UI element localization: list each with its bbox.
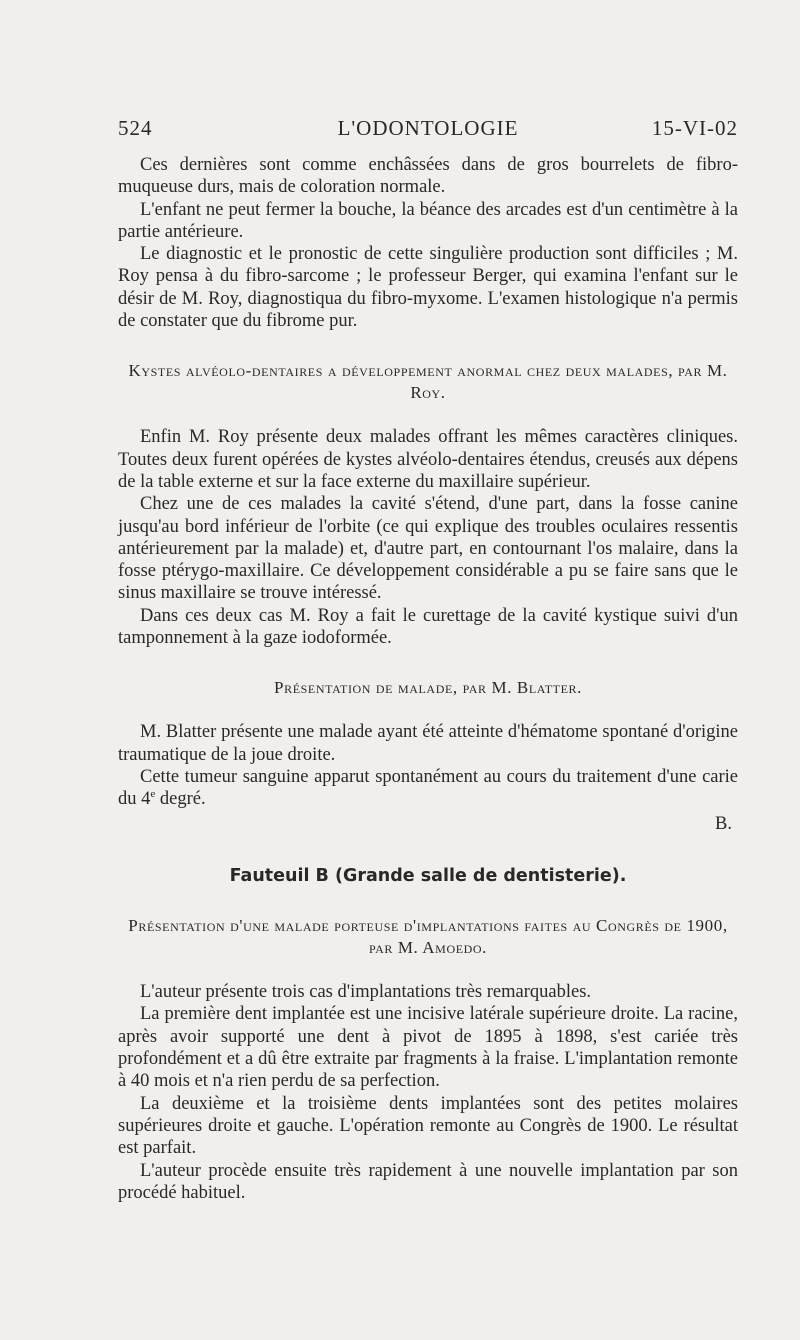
issue-date: 15-VI-02 xyxy=(651,116,738,140)
paragraph: Ces dernières sont comme enchâssées dans de gros bourrelets de fibro-muqueuse durs, mais de coloration normale. xyxy=(118,155,738,198)
author-initial: B. xyxy=(715,813,732,834)
section-heading-amoedo: Présentation d'une malade porteuse d'implantations faites au Congrès de 1900, par M. Amoedo. xyxy=(128,916,728,958)
paragraph: M. Blatter présente une malade ayant été atteinte d'hématome spontané d'origine traumatique de la joue droite. xyxy=(118,722,738,765)
paragraph: L'auteur présente trois cas d'implantations très remarquables. xyxy=(140,982,592,1003)
paragraph: L'auteur procède ensuite très rapidement à une nouvelle implantation par son procédé habituel. xyxy=(118,1160,738,1203)
paragraph: Enfin M. Roy présente deux malades offrant les mêmes caractères cliniques. Toutes deux furent opérées de kystes alvéolo-dentaires étendus, creusés aux dépens de la table externe et sur la face externe du maxillaire supérieur. xyxy=(118,427,738,492)
paragraph: La deuxième et la troisième dents implantées sont des petites molaires supérieures droite et gauche. L'opération remonte au Congrès de 1900. Le résultat est parfait. xyxy=(118,1093,738,1159)
section-heading-blatter: Présentation de malade, par M. Blatter. xyxy=(274,678,582,698)
fauteuil-heading: Fauteuil B (Grande salle de dentisterie). xyxy=(229,865,627,886)
section-heading-roy: Kystes alvéolo-dentaires a développement anormal chez deux malades, par M. Roy. xyxy=(128,361,728,403)
paragraph: L'enfant ne peut fermer la bouche, la béance des arcades est d'un centimètre à la partie antérieure. xyxy=(118,199,738,242)
journal-title: L'ODONTOLOGIE xyxy=(337,116,519,140)
running-header xyxy=(118,116,738,146)
page-number: 524 xyxy=(118,116,153,140)
paragraph: Chez une de ces malades la cavité s'étend, d'une part, dans la fosse canine jusqu'au bord inférieur de l'orbite (ce qui explique des troubles oculaires ressentis antérieurement par la malade) et, d'autre part, en contournant l'os malaire, dans la fosse ptérygo-maxillaire. Ce développement considérable a pu se faire sans que le sinus maxillaire se trouve intéressé. xyxy=(118,494,738,604)
paragraph: Dans ces deux cas M. Roy a fait le curettage de la cavité kystique suivi d'un tamponnement à la gaze iodoformée. xyxy=(118,605,738,649)
body-text xyxy=(118,154,738,1204)
paragraph: Le diagnostic et le pronostic de cette singulière production sont difficiles ; M. Roy pensa à du fibro-sarcome ; le professeur Berger, qui examina l'enfant sur le désir de M. Roy, diagnostiqua du fibro-myxome. L'examen histologique n'a permis de constater que du fibrome pur. xyxy=(118,244,738,332)
paragraph: Cette tumeur sanguine apparut spontanément au cours du traitement d'une carie du 4e degré. xyxy=(118,766,738,810)
paragraph: La première dent implantée est une incisive latérale supérieure droite. La racine, après avoir supporté une dent à pivot de 1895 à 1898, s'est cariée très profondément et a dû être extraite par fragments à la fraise. L'implantation remonte à 40 mois et n'a rien perdu de sa perfection. xyxy=(118,1004,738,1092)
